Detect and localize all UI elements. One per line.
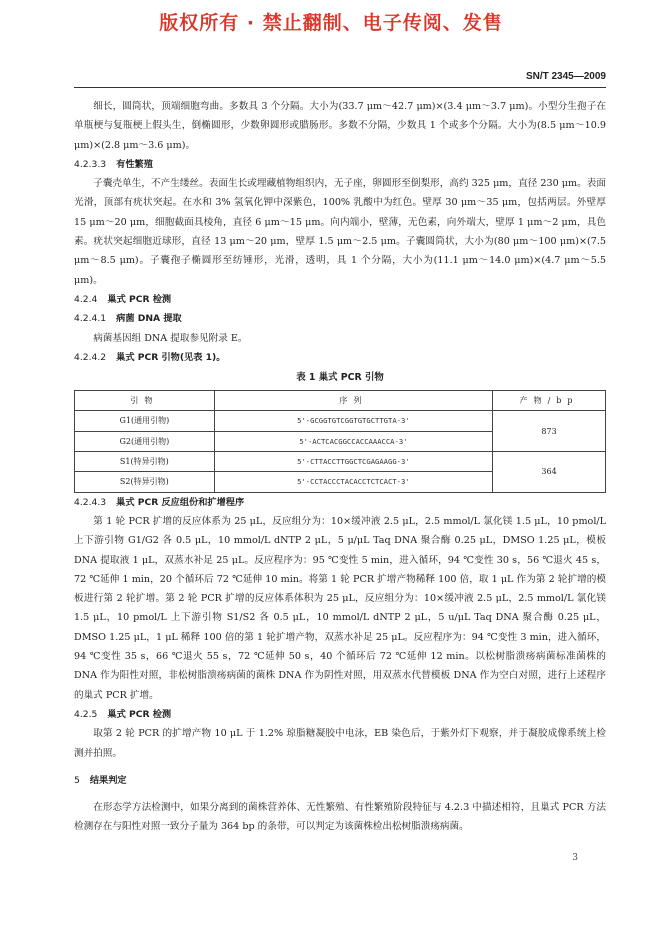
heading-title: 巢式 PCR 引物(见表 1)。 bbox=[116, 351, 226, 363]
paragraph-dna-extraction: 病菌基因组 DNA 提取参见附录 E。 bbox=[93, 332, 248, 344]
heading-4-2-4-1 bbox=[74, 309, 606, 328]
document-body bbox=[74, 97, 606, 837]
header-rule bbox=[74, 87, 606, 88]
paragraph-sexual-reproduction: 子囊壳单生，不产生缕丝。表面生长或埋藏植物组织内，无子座，卵圆形至倒梨形，高约 325 μm，直径 230 μm。表面光滑，顶部有疣状突起。在水和 3% 氢氧化钾中深紫色，100% 乳酸中为红色。壁厚 30 μm～35 μm，包括两层。外壁厚 15 μm～20 μm，细胞截面具棱角，直径 6 μm～15 μm。向内端小，壁薄，无色素，向外端大，壁厚 1 μm～2 μm，具色素。疣状突起细胞近球形，直径 13 μm～20 μm，壁厚 1.5 μm～2.5 μm。子囊圆筒状，大小为(80 μm～100 μm)×(7.5 μm～8.5 μm)。子囊孢子椭圆形至纺锤形，光滑，透明，具 1 个分隔，大小为(11.1 μm～14.0 μm)×(4.7 μm～5.5 μm)。 bbox=[74, 178, 606, 286]
heading-4-2-4-2 bbox=[74, 348, 606, 367]
paragraph-intro: 细长，圆筒状，顶端细胞弯曲。多数具 3 个分隔。大小为(33.7 μm～42.7 μm)×(3.4 μm～3.7 μm)。小型分生孢子在单瓶梗与复瓶梗上假头生，倒椭圆形，少数卵圆形或腊肠形。多数不分隔，少数具 1 个或多个分隔。大小为(8.5 μm～10.9 μm)×(2.8 μm～3.6 μm)。 bbox=[74, 101, 606, 151]
primer-name: S2(特异引物) bbox=[75, 472, 215, 492]
heading-number: 4.2.4.3 bbox=[74, 496, 107, 508]
table-header-row bbox=[75, 391, 606, 411]
primer-sequence: 5'-CTTACCTTGGCTCGAGAAGG-3' bbox=[214, 452, 492, 472]
primer-table bbox=[74, 390, 606, 492]
product-size: 364 bbox=[493, 452, 606, 493]
heading-title: 结果判定 bbox=[89, 774, 127, 786]
heading-number: 4.2.3.3 bbox=[74, 158, 107, 170]
heading-number: 4.2.5 bbox=[74, 708, 98, 720]
heading-number: 4.2.4 bbox=[74, 293, 98, 305]
paragraph-pcr-detection: 取第 2 轮 PCR 的扩增产物 10 μL 于 1.2% 琼脂糖凝胶中电泳，EB 染色后，于紫外灯下观察，并于凝胶成像系统上检测并拍照。 bbox=[74, 728, 606, 759]
product-size: 873 bbox=[493, 411, 606, 452]
primer-sequence: 5'-CCTACCCTACACCTCTCACT-3' bbox=[214, 472, 492, 492]
table-row bbox=[75, 411, 606, 431]
header-sequence: 序列 bbox=[214, 391, 492, 411]
heading-title: 巢式 PCR 检测 bbox=[107, 708, 172, 720]
heading-title: 巢式 PCR 检测 bbox=[107, 293, 172, 305]
heading-number: 4.2.4.2 bbox=[74, 351, 107, 363]
paragraph-result: 在形态学方法检测中，如果分离到的菌株营养体、无性繁殖、有性繁殖阶段特征与 4.2.3 中描述相符，且巢式 PCR 方法检测存在与阳性对照一致分子量为 364 bp 的条带，可以判定为该菌株检出松树脂溃疡病菌。 bbox=[74, 802, 606, 833]
primer-name: G2(通用引物) bbox=[75, 431, 215, 451]
heading-number: 5 bbox=[74, 774, 80, 786]
heading-title: 巢式 PCR 反应组份和扩增程序 bbox=[116, 496, 245, 508]
header-primer: 引物 bbox=[75, 391, 215, 411]
table-caption: 表 1 巢式 PCR 引物 bbox=[296, 372, 384, 384]
copyright-banner: 版权所有 · 禁止翻制、电子传阅、发售 bbox=[159, 12, 503, 34]
heading-4-2-5 bbox=[74, 705, 606, 724]
heading-4-2-4-3 bbox=[74, 493, 606, 512]
paragraph-pcr-reaction: 第 1 轮 PCR 扩增的反应体系为 25 μL，反应组分为：10×缓冲液 2.5 μL，2.5 mmol/L 氯化镁 1.5 μL，10 pmol/L 上下游引物 G1/G2 各 0.5 μL，10 mmol/L dNTP 2 μL，5 μ/μL Taq DNA 聚合酶 0.25 μL，DMSO 1.25 μL，模板 DNA 提取液 1 μL，双蒸水补足 25 μL。反应程序为：95 ℃变性 5 min，进入循环，94 ℃变性 30 s，56 ℃退火 45 s，72 ℃延伸 1 min，20 个循环后 72 ℃延伸 10 min。将第 1 轮 PCR 扩增产物稀释 100 倍，取 1 μL 作为第 2 轮扩增的模板进行第 2 轮扩增。第 2 轮 PCR 扩增的反应体系体积为 25 μL，反应组分为：10×缓冲液 2.5 μL，2.5 mmol/L 氯化镁 1.5 μL，10 pmol/L 上下游引物 S1/S2 各 0.5 μL，10 mmol/L dNTP 2 μL，5 u/μL Taq DNA 聚合酶 0.25 μL，DMSO 1.25 μL，1 μL 稀释 100 倍的第 1 轮扩增产物，双蒸水补足 25 μL。反应程序为：94 ℃变性 3 min，进入循环，94 ℃变性 35 s，66 ℃退火 55 s，72 ℃延伸 50 s，40 个循环后 72 ℃延伸 12 min。以松树脂溃疡病菌标准菌株的 DNA 作为阳性对照，非松树脂溃疡病菌的菌株 DNA 作为阴性对照，用双蒸水代替模板 DNA 作为空白对照，进行上述程序的巢式 PCR 扩增。 bbox=[74, 515, 606, 701]
heading-5 bbox=[74, 771, 606, 790]
heading-title: 病菌 DNA 提取 bbox=[116, 313, 182, 325]
heading-title: 有性繁殖 bbox=[116, 158, 153, 170]
primer-name: G1(通用引物) bbox=[75, 411, 215, 431]
heading-number: 4.2.4.1 bbox=[74, 313, 107, 325]
heading-4-2-3-3 bbox=[74, 155, 606, 174]
primer-sequence: 5'-ACTCACGGCCACCAAACCA-3' bbox=[214, 431, 492, 451]
primer-sequence: 5'-GCGGTGTCGGTGTGCTTGTA-3' bbox=[214, 411, 492, 431]
header-product: 产物/bp bbox=[493, 391, 606, 411]
page-number: 3 bbox=[572, 853, 578, 863]
table-row bbox=[75, 452, 606, 472]
primer-name: S1(特异引物) bbox=[75, 452, 215, 472]
heading-4-2-4 bbox=[74, 290, 606, 309]
standard-number: SN/T 2345—2009 bbox=[525, 71, 606, 82]
